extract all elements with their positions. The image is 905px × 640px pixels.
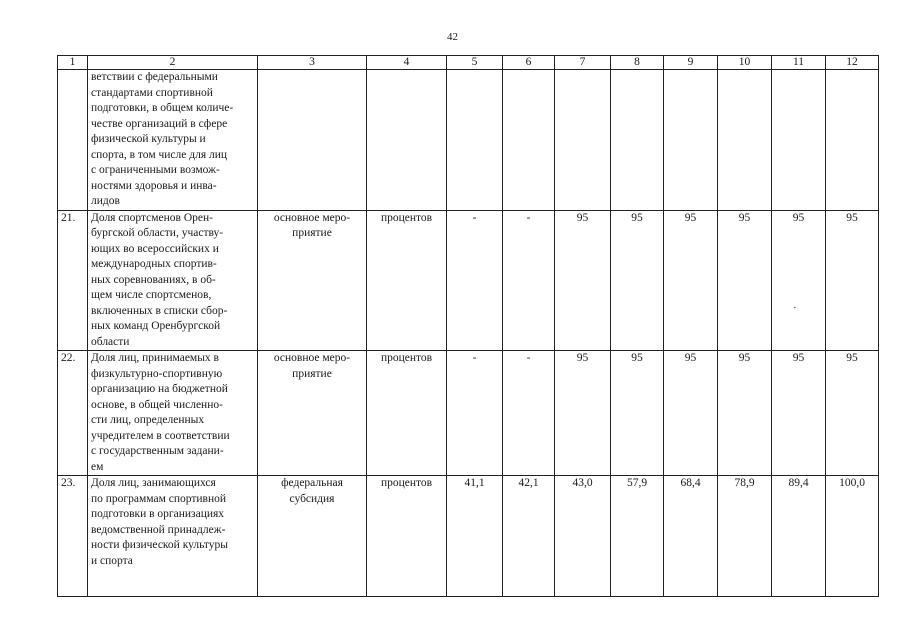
- indicator-name-line: ностями здоровья и инва-: [91, 179, 217, 192]
- column-header: 1: [58, 56, 88, 70]
- value-cell: [664, 70, 718, 211]
- value-cell: 95: [826, 210, 879, 351]
- indicator-name-line: честве организаций в сфере: [91, 117, 228, 130]
- unit-cell: процентов: [367, 210, 447, 351]
- indicator-name-line: с государственным задани-: [91, 445, 224, 457]
- indicator-name-line: бургской области, участву-: [91, 227, 224, 239]
- indicator-name-line: Доля лиц, принимаемых в: [91, 352, 219, 364]
- value-cell: -: [447, 351, 503, 476]
- column-header: 5: [447, 56, 503, 70]
- indicator-name-line: щем числе спортсменов,: [91, 289, 212, 301]
- unit-cell: [367, 70, 447, 211]
- value-cell: 95: [718, 351, 772, 476]
- column-header: 7: [555, 56, 611, 70]
- value-cell: [718, 70, 772, 211]
- row-number: 21.: [58, 210, 88, 351]
- stray-mark: ·: [793, 302, 797, 314]
- indicator-name-line: Доля спортсменов Орен-: [91, 211, 213, 224]
- indicator-name-line: ветствии с федеральными: [91, 71, 218, 83]
- value-cell: 41,1: [447, 476, 503, 597]
- indicator-name-cell: [88, 351, 258, 476]
- page-number: 42: [447, 31, 458, 43]
- value-cell: [555, 70, 611, 211]
- indicator-type-cell: [258, 70, 367, 211]
- value-cell: 95: [555, 210, 611, 351]
- indicator-name-cell: [88, 70, 258, 211]
- indicator-type-line: субсидия: [289, 492, 335, 505]
- indicator-name-line: Доля лиц, занимающихся: [91, 477, 216, 489]
- indicator-name-line: сти лиц, определенных: [91, 414, 205, 426]
- table-row: [58, 476, 879, 597]
- column-header: 6: [503, 56, 555, 70]
- table-row: [58, 70, 879, 211]
- indicator-name-line: физической культуры и: [91, 133, 206, 145]
- indicator-name-line: лидов: [91, 195, 120, 207]
- indicator-name-line: физкультурно-спортивную: [91, 367, 223, 380]
- column-header: 4: [367, 56, 447, 70]
- indicator-name-line: учредителем в соответствии: [91, 429, 230, 442]
- value-cell: 78,9: [718, 476, 772, 597]
- indicator-type-cell: [258, 351, 367, 476]
- value-cell: 95: [611, 210, 664, 351]
- table-row: [58, 210, 879, 351]
- unit-cell: процентов: [367, 476, 447, 597]
- indicator-type-line: основное меро-: [273, 211, 351, 224]
- indicator-name-line: международных спортив-: [91, 258, 217, 270]
- value-cell: [503, 70, 555, 211]
- indicator-name-line: ных соревнованиях, в об-: [91, 273, 216, 286]
- value-cell: 68,4: [664, 476, 718, 597]
- indicator-name-cell: [88, 210, 258, 351]
- indicators-table: [57, 55, 879, 597]
- column-header: 11: [772, 56, 826, 70]
- indicator-type-line: приятие: [292, 227, 332, 239]
- value-cell: 43,0: [555, 476, 611, 597]
- value-cell: 95: [664, 210, 718, 351]
- column-header: 10: [718, 56, 772, 70]
- indicator-name-line: спорта, в том числе для лиц: [91, 148, 228, 161]
- indicator-name-cell: [88, 476, 258, 597]
- indicator-name-line: подготовки в организациях: [91, 508, 225, 520]
- value-cell: [611, 70, 664, 211]
- value-cell: 95: [772, 351, 826, 476]
- value-cell: 95: [555, 351, 611, 476]
- indicator-name-line: ведомственной принадлеж-: [91, 523, 226, 536]
- indicator-name-line: подготовки, в общем количе-: [91, 102, 234, 114]
- indicator-name-line: ющих во всероссийских и: [91, 242, 219, 255]
- indicator-name-line: организацию на бюджетной: [91, 383, 228, 395]
- indicator-type-line: приятие: [292, 367, 332, 380]
- row-number: [58, 70, 88, 211]
- row-number: 22.: [58, 351, 88, 476]
- value-cell: 57,9: [611, 476, 664, 597]
- column-header: 2: [88, 56, 258, 70]
- value-cell: 95: [772, 210, 826, 351]
- indicator-name-line: по программам спортивной: [91, 492, 227, 505]
- value-cell: [447, 70, 503, 211]
- value-cell: 95: [718, 210, 772, 351]
- unit-cell: процентов: [367, 351, 447, 476]
- value-cell: 42,1: [503, 476, 555, 597]
- value-cell: 95: [611, 351, 664, 476]
- indicator-name-line: ных команд Оренбургской: [91, 320, 221, 332]
- value-cell: 100,0: [826, 476, 879, 597]
- column-header: 12: [826, 56, 879, 70]
- indicator-name-line: основе, в общей численно-: [91, 398, 223, 411]
- indicator-name-line: стандартами спортивной: [91, 86, 213, 99]
- indicator-type-line: федеральная: [281, 477, 343, 489]
- indicator-name-line: и спорта: [91, 554, 133, 567]
- indicator-type-cell: [258, 476, 367, 597]
- value-cell: -: [503, 351, 555, 476]
- indicator-name-line: ности физической культуры: [91, 539, 229, 551]
- indicator-type-line: основное меро-: [273, 352, 351, 364]
- value-cell: -: [447, 210, 503, 351]
- value-cell: 89,4: [772, 476, 826, 597]
- indicator-name-line: с ограниченными возмож-: [91, 164, 220, 176]
- column-header: 3: [258, 56, 367, 70]
- value-cell: [772, 70, 826, 211]
- value-cell: 95: [664, 351, 718, 476]
- value-cell: -: [503, 210, 555, 351]
- row-number: 23.: [58, 476, 88, 597]
- table-row: [58, 351, 879, 476]
- column-header: 9: [664, 56, 718, 70]
- indicator-name-line: области: [91, 335, 130, 348]
- indicator-type-cell: [258, 210, 367, 351]
- value-cell: [826, 70, 879, 211]
- column-number-row: [58, 56, 879, 70]
- indicator-name-line: ем: [91, 460, 104, 473]
- indicator-name-line: включенных в списки сбор-: [91, 304, 228, 317]
- column-header: 8: [611, 56, 664, 70]
- value-cell: 95: [826, 351, 879, 476]
